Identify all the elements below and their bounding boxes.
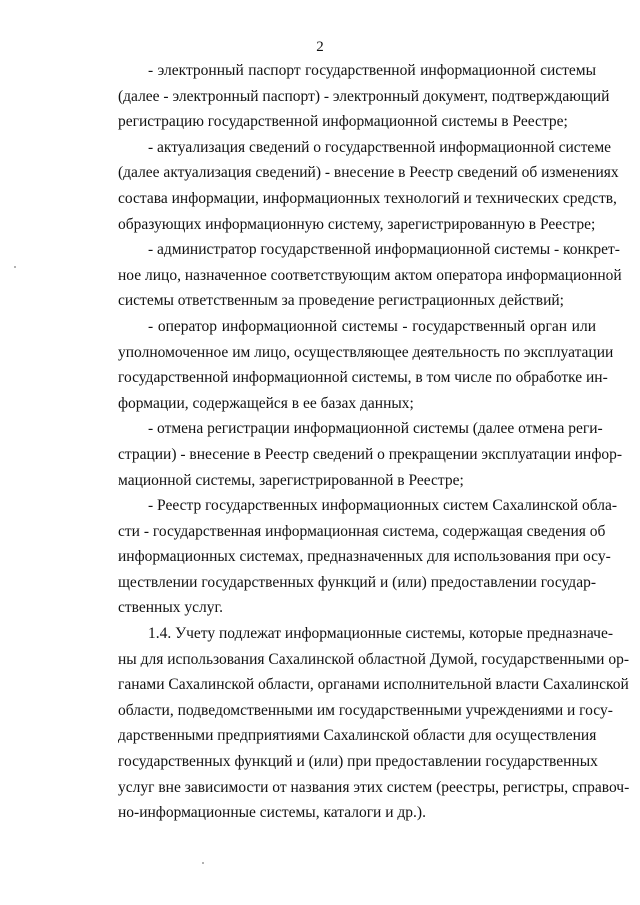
text-line: мационной системы, зарегистрированной в Реестре; [118, 471, 464, 489]
text-line: регистрацию государственной информационной системы в Реестре; [118, 113, 568, 131]
text-line: но-информационные системы, каталоги и др.). [118, 804, 426, 822]
definition-paragraph-registration-cancellation [118, 416, 623, 493]
scan-speck [202, 862, 204, 864]
text-line: - администратор государственной информационной системы - конкрет- [148, 241, 620, 259]
scan-speck [14, 266, 16, 268]
definition-paragraph-actualization [118, 135, 619, 237]
text-line: ственных услуг. [118, 599, 223, 617]
text-line: - отмена регистрации информационной системы (далее отмена реги- [148, 420, 603, 438]
text-line: 1.4. Учету подлежат информационные системы, которые предназначе- [148, 625, 613, 643]
text-line: - актуализация сведений о государственной информационной системе [148, 138, 612, 156]
text-line: - электронный паспорт государственной информационной системы [148, 62, 596, 79]
definition-paragraph-electronic-passport [118, 58, 610, 135]
section-paragraph-1-4 [118, 621, 630, 826]
text-line: дарственными предприятиями Сахалинской области для осуществления [118, 727, 597, 745]
text-line: информационных системах, предназначенных для использования при осу- [118, 548, 611, 566]
text-line: области, подведомственными им государственными учреждениями и госу- [118, 701, 613, 719]
text-line: формации, содержащейся в ее базах данных; [118, 394, 414, 412]
definition-paragraph-registry [118, 493, 618, 621]
text-line: ществлении государственных функций и (или) предоставлении государ- [118, 573, 596, 591]
text-line: страции) - внесение в Реестр сведений о прекращении эксплуатации инфор- [118, 445, 623, 463]
text-line: государственной информационной системы, в том числе по обработке ин- [118, 369, 608, 387]
text-line: ганами Сахалинской области, органами исполнительной власти Сахалинской [118, 676, 629, 694]
text-line: ны для использования Сахалинской областной Думой, государственными ор- [118, 650, 629, 668]
text-line: услуг вне зависимости от названия этих систем (реестры, регистры, справоч- [118, 778, 630, 796]
definition-paragraph-administrator [118, 237, 622, 314]
text-line: (далее - электронный паспорт) - электронный документ, подтверждающий [118, 87, 610, 105]
text-line: уполномоченное им лицо, осуществляющее деятельность по эксплуатации [118, 343, 614, 361]
document-body [118, 58, 630, 826]
definition-paragraph-operator [118, 314, 614, 416]
page-number: 2 [316, 39, 324, 55]
text-line: сти - государственная информационная система, содержащая сведения об [118, 522, 606, 540]
text-line: ное лицо, назначенное соответствующим актом оператора информационной [118, 266, 622, 284]
text-line: государственных функций и (или) при предоставлении государственных [118, 753, 598, 771]
text-line: (далее актуализация сведений) - внесение в Реестр сведений об изменениях [118, 164, 619, 182]
text-line: - Реестр государственных информационных систем Сахалинской обла- [148, 497, 618, 515]
text-line: - оператор информационной системы - государственный орган или [148, 317, 596, 335]
text-line: системы ответственным за проведение регистрационных действий; [118, 292, 564, 310]
text-line: образующих информационную систему, зарегистрированную в Реестре; [118, 215, 596, 233]
text-line: состава информации, информационных технологий и технических средств, [118, 189, 617, 207]
